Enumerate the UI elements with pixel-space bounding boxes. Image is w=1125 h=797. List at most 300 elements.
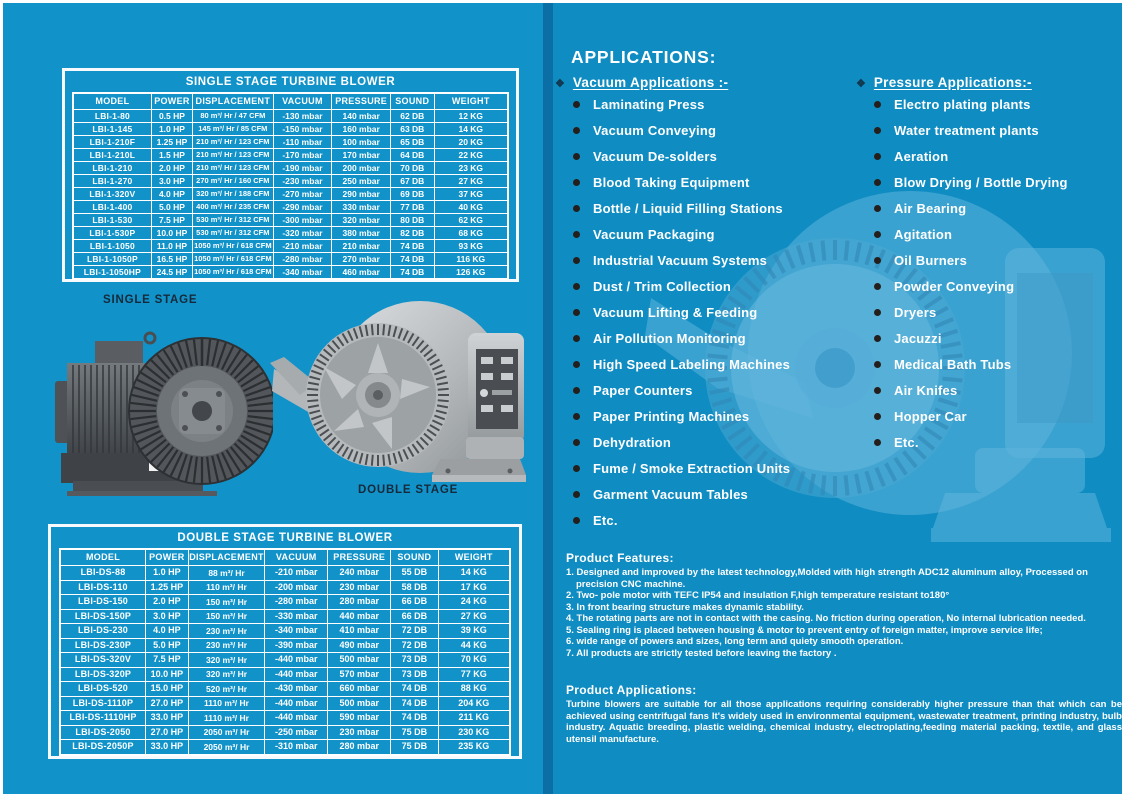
table-row bbox=[73, 253, 508, 266]
application-label: Industrial Vacuum Systems bbox=[593, 252, 768, 268]
table-row bbox=[73, 175, 508, 188]
table-cell: LBI-1-210 bbox=[73, 162, 151, 175]
diamond-bullet-icon: ❖ bbox=[856, 78, 866, 90]
table-cell: 55 DB bbox=[391, 566, 438, 581]
table-cell: 24.5 HP bbox=[151, 266, 192, 280]
table-cell: 150 m³/ Hr bbox=[188, 609, 265, 624]
table-cell: 4.0 HP bbox=[146, 624, 189, 639]
application-label: Air Bearing bbox=[894, 200, 967, 216]
table-cell: 27 KG bbox=[438, 609, 510, 624]
single-stage-spec-table bbox=[72, 92, 509, 280]
table-row bbox=[60, 624, 510, 639]
table-cell: -280 mbar bbox=[265, 595, 328, 610]
bullet-icon bbox=[573, 413, 580, 420]
application-label: Fume / Smoke Extraction Units bbox=[593, 460, 791, 476]
table-cell: 440 mbar bbox=[328, 609, 391, 624]
table-cell: LBI-DS-320V bbox=[60, 653, 146, 668]
table-cell: 80 m³/ Hr / 47 CFM bbox=[193, 110, 273, 123]
right-page bbox=[553, 3, 1122, 794]
feature-line: 5. Sealing ring is placed between housing & motor to prevent entry of foreign matter, improve service life; bbox=[566, 624, 1043, 636]
bullet-icon bbox=[573, 205, 580, 212]
application-label: Vacuum Conveying bbox=[593, 122, 717, 138]
table-cell: 110 m³/ Hr bbox=[188, 580, 265, 595]
application-label: Hopper Car bbox=[894, 408, 967, 424]
table-cell: 64 DB bbox=[391, 149, 435, 162]
application-label: Aeration bbox=[894, 148, 949, 164]
application-list-item bbox=[874, 247, 1068, 273]
table-cell: -320 mbar bbox=[273, 227, 332, 240]
table-cell: 12 KG bbox=[434, 110, 508, 123]
application-label: Dust / Trim Collection bbox=[593, 278, 732, 294]
table-row bbox=[60, 696, 510, 711]
application-list-item bbox=[573, 195, 790, 221]
table-cell: 160 mbar bbox=[332, 123, 391, 136]
table-cell: 65 DB bbox=[391, 136, 435, 149]
table-row bbox=[60, 682, 510, 697]
table-cell: -330 mbar bbox=[265, 609, 328, 624]
table-row bbox=[60, 740, 510, 755]
application-list-item bbox=[573, 273, 790, 299]
table-cell: -390 mbar bbox=[265, 638, 328, 653]
application-list-item bbox=[573, 247, 790, 273]
table-cell: 15.0 HP bbox=[146, 682, 189, 697]
table-cell: 3.0 HP bbox=[151, 175, 192, 188]
application-list-item bbox=[573, 143, 790, 169]
application-list-item bbox=[874, 429, 1068, 455]
application-label: Bottle / Liquid Filling Stations bbox=[593, 200, 783, 216]
application-list-item bbox=[573, 117, 790, 143]
table-cell: 380 mbar bbox=[332, 227, 391, 240]
table-cell: LBI-1-530P bbox=[73, 227, 151, 240]
table-cell: LBI-1-1050P bbox=[73, 253, 151, 266]
table-cell: 330 mbar bbox=[332, 201, 391, 214]
table-cell: -230 mbar bbox=[273, 175, 332, 188]
table-cell: -440 mbar bbox=[265, 711, 328, 726]
table-cell: 660 mbar bbox=[328, 682, 391, 697]
table-cell: -300 mbar bbox=[273, 214, 332, 227]
application-label: Blood Taking Equipment bbox=[593, 174, 750, 190]
application-list-item bbox=[874, 143, 1068, 169]
table-cell: LBI-DS-110 bbox=[60, 580, 146, 595]
table-cell: 27.0 HP bbox=[146, 696, 189, 711]
table-cell: -440 mbar bbox=[265, 696, 328, 711]
application-label: Powder Conveying bbox=[894, 278, 1015, 294]
table-cell: 230 mbar bbox=[328, 580, 391, 595]
application-list-item bbox=[573, 299, 790, 325]
table-cell: 230 m³/ Hr bbox=[188, 638, 265, 653]
application-list-item bbox=[573, 325, 790, 351]
column-header: DISPLACEMENT bbox=[188, 549, 265, 566]
table-cell: -250 mbar bbox=[265, 725, 328, 740]
table-cell: 570 mbar bbox=[328, 667, 391, 682]
table-cell: 23 KG bbox=[434, 162, 508, 175]
table-cell: 460 mbar bbox=[332, 266, 391, 280]
table-cell: 75 DB bbox=[391, 740, 438, 755]
table-cell: LBI-1-210F bbox=[73, 136, 151, 149]
product-applications-heading: Product Applications: bbox=[566, 683, 697, 697]
bullet-icon bbox=[573, 465, 580, 472]
application-label: Agitation bbox=[894, 226, 953, 242]
single-stage-label: SINGLE STAGE bbox=[103, 294, 198, 306]
application-list-item bbox=[573, 377, 790, 403]
table-cell: 44 KG bbox=[438, 638, 510, 653]
feature-line: 3. In front bearing structure makes dynamic stability. bbox=[566, 601, 804, 613]
table-row bbox=[73, 227, 508, 240]
table-cell: 590 mbar bbox=[328, 711, 391, 726]
table-cell: 500 mbar bbox=[328, 696, 391, 711]
application-list-item bbox=[874, 299, 1068, 325]
application-list-item bbox=[573, 481, 790, 507]
table-row bbox=[73, 110, 508, 123]
table-cell: 410 mbar bbox=[328, 624, 391, 639]
bullet-icon bbox=[573, 387, 580, 394]
table-cell: LBI-1-270 bbox=[73, 175, 151, 188]
double-stage-table-title: DOUBLE STAGE TURBINE BLOWER bbox=[177, 532, 393, 544]
table-cell: 520 m³/ Hr bbox=[188, 682, 265, 697]
table-row bbox=[60, 725, 510, 740]
table-row bbox=[60, 580, 510, 595]
single-stage-table-frame bbox=[62, 68, 519, 282]
table-cell: LBI-DS-230P bbox=[60, 638, 146, 653]
table-cell: -280 mbar bbox=[273, 253, 332, 266]
application-label: Vacuum Lifting & Feeding bbox=[593, 304, 758, 320]
bullet-icon bbox=[874, 335, 881, 342]
table-cell: 1110 m³/ Hr bbox=[188, 696, 265, 711]
bullet-icon bbox=[573, 127, 580, 134]
bullet-icon bbox=[573, 283, 580, 290]
table-cell: 66 DB bbox=[391, 609, 438, 624]
application-list-item bbox=[874, 351, 1068, 377]
table-cell: 1050 m³/ Hr / 618 CFM bbox=[193, 240, 273, 253]
product-features-heading: Product Features: bbox=[566, 551, 674, 565]
table-row bbox=[73, 123, 508, 136]
double-stage-blower-photo bbox=[270, 291, 528, 487]
table-cell: 530 m³/ Hr / 312 CFM bbox=[193, 214, 273, 227]
table-cell: -440 mbar bbox=[265, 667, 328, 682]
table-header-row bbox=[73, 93, 508, 110]
application-label: Dehydration bbox=[593, 434, 672, 450]
table-cell: 100 mbar bbox=[332, 136, 391, 149]
table-cell: 140 mbar bbox=[332, 110, 391, 123]
bullet-icon bbox=[874, 257, 881, 264]
table-cell: 88 m³/ Hr bbox=[188, 566, 265, 581]
table-cell: LBI-DS-1110P bbox=[60, 696, 146, 711]
table-row bbox=[73, 149, 508, 162]
table-cell: 2050 m³/ Hr bbox=[188, 740, 265, 755]
table-cell: 73 DB bbox=[391, 653, 438, 668]
table-cell: 0.5 HP bbox=[151, 110, 192, 123]
table-cell: 150 m³/ Hr bbox=[188, 595, 265, 610]
table-cell: LBI-DS-88 bbox=[60, 566, 146, 581]
table-cell: -200 mbar bbox=[265, 580, 328, 595]
table-cell: -430 mbar bbox=[265, 682, 328, 697]
diamond-bullet-icon: ❖ bbox=[555, 78, 565, 90]
table-row bbox=[73, 162, 508, 175]
application-label: Blow Drying / Bottle Drying bbox=[894, 174, 1068, 190]
table-cell: 27.0 HP bbox=[146, 725, 189, 740]
single-stage-table-title: SINGLE STAGE TURBINE BLOWER bbox=[185, 76, 396, 88]
table-cell: 530 m³/ Hr / 312 CFM bbox=[193, 227, 273, 240]
table-row bbox=[73, 201, 508, 214]
table-cell: 280 mbar bbox=[328, 595, 391, 610]
column-header: VACUUM bbox=[273, 93, 332, 110]
table-cell: 400 m³/ Hr / 235 CFM bbox=[193, 201, 273, 214]
table-cell: 74 DB bbox=[391, 240, 435, 253]
table-cell: 1.0 HP bbox=[151, 123, 192, 136]
table-cell: 170 mbar bbox=[332, 149, 391, 162]
table-cell: 204 KG bbox=[438, 696, 510, 711]
table-cell: 70 DB bbox=[391, 162, 435, 175]
table-cell: -170 mbar bbox=[273, 149, 332, 162]
double-stage-spec-table bbox=[59, 548, 511, 756]
table-cell: 73 DB bbox=[391, 667, 438, 682]
table-cell: 145 m³/ Hr / 85 CFM bbox=[193, 123, 273, 136]
column-header: DISPLACEMENT bbox=[193, 93, 273, 110]
product-applications-text: Turbine blowers are suitable for all those applications requiring considerably higher pressure than that which can be achieved using centrifugal fans It's widely used in environmental equipment, wastewater treatment, printing industry, bulb industry. Aquatic breeding, plastic welding, chemical industry, electroplating,feeding material packing, textile, and glass utensil manufacture. bbox=[566, 699, 1122, 745]
column-header: WEIGHT bbox=[434, 93, 508, 110]
table-cell: 93 KG bbox=[434, 240, 508, 253]
column-header: PRESSURE bbox=[332, 93, 391, 110]
table-cell: 2050 m³/ Hr bbox=[188, 725, 265, 740]
table-cell: -130 mbar bbox=[273, 110, 332, 123]
table-cell: -210 mbar bbox=[273, 240, 332, 253]
application-list-item bbox=[573, 403, 790, 429]
table-cell: 33.0 HP bbox=[146, 740, 189, 755]
application-label: Medical Bath Tubs bbox=[894, 356, 1012, 372]
bullet-icon bbox=[573, 153, 580, 160]
bullet-icon bbox=[874, 101, 881, 108]
bullet-icon bbox=[874, 309, 881, 316]
table-cell: 270 mbar bbox=[332, 253, 391, 266]
column-header: POWER bbox=[146, 549, 189, 566]
column-header: MODEL bbox=[60, 549, 146, 566]
bullet-icon bbox=[573, 231, 580, 238]
table-cell: 80 DB bbox=[391, 214, 435, 227]
table-row bbox=[73, 214, 508, 227]
bullet-icon bbox=[874, 127, 881, 134]
table-cell: 74 DB bbox=[391, 711, 438, 726]
feature-line: 6. wide range of powers and sizes, long term and quiety smooth operation. bbox=[566, 636, 904, 647]
table-cell: 74 DB bbox=[391, 266, 435, 280]
table-cell: 62 DB bbox=[391, 110, 435, 123]
column-header: POWER bbox=[151, 93, 192, 110]
table-cell: 39 KG bbox=[438, 624, 510, 639]
table-cell: 240 mbar bbox=[328, 566, 391, 581]
table-row bbox=[73, 240, 508, 253]
product-applications-section bbox=[566, 683, 1122, 745]
bullet-icon bbox=[573, 101, 580, 108]
table-cell: 490 mbar bbox=[328, 638, 391, 653]
table-cell: LBI-DS-150P bbox=[60, 609, 146, 624]
table-cell: 500 mbar bbox=[328, 653, 391, 668]
table-cell: 2.0 HP bbox=[151, 162, 192, 175]
application-list-item bbox=[573, 351, 790, 377]
table-cell: 17 KG bbox=[438, 580, 510, 595]
table-cell: 10.0 HP bbox=[151, 227, 192, 240]
table-row bbox=[73, 266, 508, 280]
table-row bbox=[60, 566, 510, 581]
application-list-item bbox=[573, 169, 790, 195]
bullet-icon bbox=[573, 309, 580, 316]
page-fold-divider bbox=[543, 3, 553, 794]
table-cell: 27 KG bbox=[434, 175, 508, 188]
table-cell: 62 KG bbox=[434, 214, 508, 227]
table-row bbox=[73, 188, 508, 201]
impeller-housing bbox=[129, 338, 273, 484]
table-cell: LBI-1-210L bbox=[73, 149, 151, 162]
application-list-item bbox=[573, 455, 790, 481]
vacuum-applications-list bbox=[573, 91, 790, 533]
bullet-icon bbox=[874, 179, 881, 186]
table-cell: 24 KG bbox=[438, 595, 510, 610]
product-features-lines bbox=[566, 567, 1122, 659]
application-list-item bbox=[874, 325, 1068, 351]
table-cell: 63 DB bbox=[391, 123, 435, 136]
table-cell: 1.25 HP bbox=[151, 136, 192, 149]
table-cell: 230 KG bbox=[438, 725, 510, 740]
table-cell: 74 DB bbox=[391, 682, 438, 697]
table-cell: LBI-DS-230 bbox=[60, 624, 146, 639]
table-cell: 230 m³/ Hr bbox=[188, 624, 265, 639]
table-cell: 11.0 HP bbox=[151, 240, 192, 253]
table-cell: LBI-1-400 bbox=[73, 201, 151, 214]
table-cell: 14 KG bbox=[434, 123, 508, 136]
table-cell: 2.0 HP bbox=[146, 595, 189, 610]
left-page bbox=[3, 3, 543, 794]
application-label: Garment Vacuum Tables bbox=[593, 486, 748, 502]
table-cell: 68 KG bbox=[434, 227, 508, 240]
application-label: Dryers bbox=[894, 304, 937, 320]
table-cell: LBI-1-1050HP bbox=[73, 266, 151, 280]
application-label: Vacuum Packaging bbox=[593, 226, 715, 242]
table-cell: 1.25 HP bbox=[146, 580, 189, 595]
column-header: VACUUM bbox=[265, 549, 328, 566]
application-label: Paper Printing Machines bbox=[593, 408, 750, 424]
table-cell: 67 DB bbox=[391, 175, 435, 188]
bullet-icon bbox=[573, 335, 580, 342]
bullet-icon bbox=[874, 361, 881, 368]
application-list-item bbox=[874, 273, 1068, 299]
bullet-icon bbox=[874, 231, 881, 238]
application-list-item bbox=[874, 403, 1068, 429]
table-row bbox=[60, 667, 510, 682]
application-label: Etc. bbox=[593, 512, 618, 528]
table-cell: 75 DB bbox=[391, 725, 438, 740]
table-cell: 77 KG bbox=[438, 667, 510, 682]
table-cell: LBI-1-320V bbox=[73, 188, 151, 201]
bullet-icon bbox=[573, 517, 580, 524]
application-label: Etc. bbox=[894, 434, 919, 450]
table-row bbox=[60, 711, 510, 726]
product-features-section bbox=[566, 551, 1122, 659]
bullet-icon bbox=[874, 283, 881, 290]
table-cell: 14 KG bbox=[438, 566, 510, 581]
table-cell: 210 m³/ Hr / 123 CFM bbox=[193, 149, 273, 162]
table-cell: 270 m³/ Hr / 160 CFM bbox=[193, 175, 273, 188]
application-label: High Speed Labeling Machines bbox=[593, 356, 791, 372]
table-cell: -210 mbar bbox=[265, 566, 328, 581]
single-stage-blower-photo bbox=[53, 305, 273, 497]
table-cell: LBI-1-1050 bbox=[73, 240, 151, 253]
bullet-icon bbox=[573, 491, 580, 498]
table-cell: 210 m³/ Hr / 123 CFM bbox=[193, 162, 273, 175]
bullet-icon bbox=[874, 153, 881, 160]
bullet-icon bbox=[874, 205, 881, 212]
table-cell: 1.0 HP bbox=[146, 566, 189, 581]
table-cell: -340 mbar bbox=[273, 266, 332, 280]
table-cell: 88 KG bbox=[438, 682, 510, 697]
double-stage-label: DOUBLE STAGE bbox=[358, 484, 459, 496]
table-cell: 74 DB bbox=[391, 253, 435, 266]
table-row bbox=[60, 653, 510, 668]
pressure-applications-heading bbox=[856, 75, 1032, 90]
application-label: Air Knifes bbox=[894, 382, 958, 398]
pressure-applications-list bbox=[874, 91, 1068, 455]
table-cell: 33.0 HP bbox=[146, 711, 189, 726]
table-cell: 126 KG bbox=[434, 266, 508, 280]
feature-line: 4. The rotating parts are not in contact with the casing. No friction during operation, No internal lubrication needed. bbox=[566, 613, 1086, 624]
table-cell: 77 DB bbox=[391, 201, 435, 214]
column-header: MODEL bbox=[73, 93, 151, 110]
table-cell: 200 mbar bbox=[332, 162, 391, 175]
table-cell: 74 DB bbox=[391, 696, 438, 711]
vacuum-applications-heading bbox=[555, 75, 728, 90]
table-cell: 20 KG bbox=[434, 136, 508, 149]
application-label: Laminating Press bbox=[593, 96, 705, 112]
table-cell: 66 DB bbox=[391, 595, 438, 610]
table-cell: -440 mbar bbox=[265, 653, 328, 668]
table-cell: LBI-DS-2050P bbox=[60, 740, 146, 755]
table-cell: 235 KG bbox=[438, 740, 510, 755]
application-list-item bbox=[573, 91, 790, 117]
table-cell: -310 mbar bbox=[265, 740, 328, 755]
table-cell: 7.5 HP bbox=[146, 653, 189, 668]
table-cell: 3.0 HP bbox=[146, 609, 189, 624]
table-cell: LBI-DS-150 bbox=[60, 595, 146, 610]
bullet-icon bbox=[874, 439, 881, 446]
feature-line: 1. Designed and improved by the latest technology,Molded with high strength ADC12 aluminum alloy, Processed on precision CNC machine. bbox=[566, 567, 1088, 590]
application-label: Jacuzzi bbox=[894, 330, 942, 346]
table-cell: 211 KG bbox=[438, 711, 510, 726]
table-cell: 280 mbar bbox=[328, 740, 391, 755]
column-header: SOUND bbox=[391, 93, 435, 110]
applications-title: APPLICATIONS: bbox=[571, 47, 717, 67]
feature-line: 7. All products are strictly tested before leaving the factory . bbox=[566, 647, 837, 659]
table-cell: 16.5 HP bbox=[151, 253, 192, 266]
table-cell: LBI-DS-320P bbox=[60, 667, 146, 682]
table-cell: LBI-DS-2050 bbox=[60, 725, 146, 740]
feature-line: 2. Two- pole motor with TEFC IP54 and insulation F,high temperature resistant to180° bbox=[566, 590, 950, 601]
bullet-icon bbox=[573, 257, 580, 264]
table-cell: 320 m³/ Hr bbox=[188, 653, 265, 668]
bullet-icon bbox=[573, 179, 580, 186]
table-cell: 210 mbar bbox=[332, 240, 391, 253]
bullet-icon bbox=[874, 413, 881, 420]
table-cell: 58 DB bbox=[391, 580, 438, 595]
table-cell: -110 mbar bbox=[273, 136, 332, 149]
column-header: PRESSURE bbox=[328, 549, 391, 566]
table-cell: -150 mbar bbox=[273, 123, 332, 136]
bullet-icon bbox=[573, 361, 580, 368]
table-cell: 40 KG bbox=[434, 201, 508, 214]
table-cell: 290 mbar bbox=[332, 188, 391, 201]
table-row bbox=[60, 609, 510, 624]
table-cell: 69 DB bbox=[391, 188, 435, 201]
table-cell: 82 DB bbox=[391, 227, 435, 240]
table-cell: 210 m³/ Hr / 123 CFM bbox=[193, 136, 273, 149]
table-cell: 5.0 HP bbox=[146, 638, 189, 653]
application-list-item bbox=[573, 507, 790, 533]
